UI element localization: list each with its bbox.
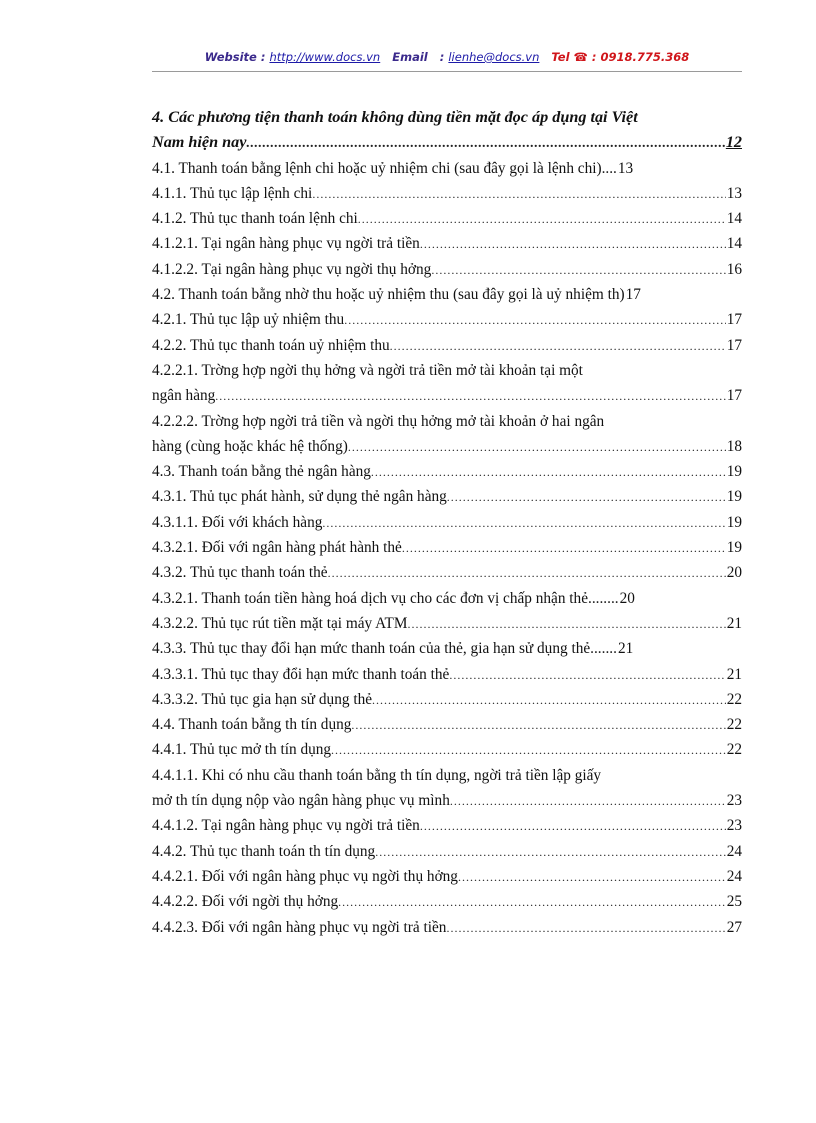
toc-entry-text: 4.1.1. Thủ tục lập lệnh chi [152, 184, 313, 202]
toc-main-title-line1 [152, 105, 742, 130]
toc-entry[interactable] [152, 206, 742, 231]
toc-page-number: 27 [726, 918, 742, 936]
toc-entry-text: 4.4.1.1. Khi có nhu cầu thanh toán bằng th tín dụng, ngời trả tiền lập giấy [152, 766, 602, 784]
toc-entry-text: 4.1.2.2. Tại ngân hàng phục vụ ngời thụ hởng [152, 260, 432, 278]
toc-leader-dots [372, 688, 726, 713]
toc-entry-text: 4.4.2.1. Đối với ngân hàng phục vụ ngời thụ hởng [152, 867, 458, 885]
toc-entry-text: 4.4.1. Thủ tục mở th tín dụng [152, 741, 332, 759]
toc-page-number: 21 [726, 665, 742, 683]
toc-entry[interactable] [152, 915, 742, 940]
toc-page-number: 19 [726, 463, 742, 481]
toc-entry[interactable] [152, 409, 742, 434]
toc-entry-text: 4.3.2.1. Đối với ngân hàng phát hành thẻ [152, 539, 402, 557]
toc-leader-dots [420, 814, 726, 839]
toc-page-number: 22 [726, 716, 742, 734]
toc-leader-dots [402, 536, 726, 561]
toc-leader-dots [312, 182, 725, 207]
toc-page-number: 17 [726, 336, 742, 354]
toc-page-number: 21 [617, 640, 634, 658]
toc-leader-dots [420, 232, 726, 257]
toc-leader-dots [447, 485, 726, 510]
toc-entry-text: 4.2.2. Thủ tục thanh toán uỷ nhiệm thu [152, 336, 390, 354]
toc-leader-dots: .... [601, 159, 617, 177]
toc-entry[interactable] [152, 510, 742, 535]
toc-entry[interactable] [152, 257, 742, 282]
toc-page-number: 21 [726, 614, 742, 632]
toc-entry-text: hàng (cùng hoặc khác hệ thống) [152, 437, 348, 455]
toc-leader-dots [246, 131, 724, 156]
toc-main-title-line2[interactable] [152, 130, 742, 155]
toc-entry-continuation[interactable] [152, 788, 742, 813]
toc-entry-text: 4.1.2.1. Tại ngân hàng phục vụ ngời trả tiền [152, 235, 420, 253]
toc-entry-text: 4.3.1.1. Đối với khách hàng [152, 513, 323, 531]
toc-leader-dots [322, 511, 725, 536]
toc-leader-dots [331, 738, 726, 763]
toc-page-number: 14 [726, 210, 742, 228]
toc-leader-dots [449, 663, 725, 688]
toc-entry[interactable] [152, 889, 742, 914]
toc-entry-text: 4.4.2.2. Đối với ngời thụ hởng [152, 893, 339, 911]
toc-entry[interactable] [152, 662, 742, 687]
toc-leader-dots [328, 561, 726, 586]
toc-entry-continuation[interactable] [152, 383, 742, 408]
toc-page-number: 24 [726, 842, 742, 860]
toc-page-number: 14 [726, 235, 742, 253]
toc-leader-dots [407, 612, 725, 637]
toc-entry[interactable] [152, 687, 742, 712]
toc-page-number: 23 [726, 817, 742, 835]
toc-page-number: 16 [726, 260, 742, 278]
toc-page-number: 17 [625, 286, 641, 304]
toc-leader-dots: ........ [588, 589, 619, 607]
toc-entry-text: 4.4.2.3. Đối với ngân hàng phục vụ ngời trả tiền [152, 918, 447, 936]
toc-leader-dots [390, 334, 726, 359]
toc-entry[interactable] [152, 737, 742, 762]
table-of-contents [152, 105, 742, 940]
header-divider [152, 71, 742, 72]
website-label: Website : [204, 50, 266, 64]
toc-entry[interactable] [152, 156, 742, 181]
email-label: Email [392, 50, 428, 64]
toc-entry[interactable] [152, 864, 742, 889]
toc-leader-dots [215, 384, 725, 409]
toc-entry-text: 4.1.2. Thủ tục thanh toán lệnh chi [152, 210, 358, 228]
toc-leader-dots [446, 916, 725, 941]
toc-entry[interactable] [152, 459, 742, 484]
toc-entry-text: ngân hàng [152, 387, 216, 405]
toc-leader-dots [371, 460, 726, 485]
toc-leader-dots [458, 865, 726, 890]
toc-entry[interactable] [152, 282, 742, 307]
toc-entry[interactable] [152, 231, 742, 256]
toc-page-number: 17 [726, 311, 742, 329]
toc-entry[interactable] [152, 586, 742, 611]
toc-entry[interactable] [152, 484, 742, 509]
toc-page-number: 23 [726, 792, 742, 810]
toc-leader-dots [431, 258, 725, 283]
toc-leader-dots [358, 207, 726, 232]
toc-entry-text: 4.3.3.2. Thủ tục gia hạn sử dụng thẻ [152, 690, 373, 708]
toc-entry[interactable] [152, 307, 742, 332]
toc-leader-dots [338, 890, 726, 915]
toc-entry-text: 4.3.3.1. Thủ tục thay đổi hạn mức thanh toán thẻ [152, 665, 450, 683]
toc-page-number: 24 [726, 867, 742, 885]
toc-page-number: 25 [726, 893, 742, 911]
toc-entry[interactable] [152, 560, 742, 585]
toc-main-title-text2: Nam hiện nay [152, 133, 247, 152]
toc-page-number: 13 [617, 159, 634, 177]
website-link[interactable]: http://www.docs.vn [269, 50, 381, 64]
toc-entry[interactable] [152, 535, 742, 560]
toc-entry-text: 4.4. Thanh toán bằng th tín dụng [152, 716, 352, 734]
toc-leader-dots [348, 435, 726, 460]
toc-entry[interactable] [152, 813, 742, 838]
toc-leader-dots [351, 713, 725, 738]
toc-leader-dots [344, 308, 726, 333]
toc-leader-dots: ....... [590, 640, 617, 658]
email-colon: : [439, 50, 445, 64]
toc-entry-text: 4.2.1. Thủ tục lập uỷ nhiệm thu [152, 311, 345, 329]
toc-entry-text: 4.3.2. Thủ tục thanh toán thẻ [152, 564, 328, 582]
toc-entry[interactable] [152, 181, 742, 206]
toc-page-number: 22 [726, 741, 742, 759]
toc-entry-text: 4.2.2.2. Trờng hợp ngời trả tiền và ngời thụ hởng mở tài khoản ở hai ngân [152, 412, 605, 430]
tel-value: 0918.775.368 [600, 50, 690, 64]
toc-entry-text: 4.3.2.1. Thanh toán tiền hàng hoá dịch vụ cho các đơn vị chấp nhận thẻ [152, 589, 588, 607]
toc-page-number: 17 [726, 387, 742, 405]
toc-entry-continuation[interactable] [152, 434, 742, 459]
toc-page-number: 19 [726, 539, 742, 557]
toc-main-title-text: 4. Các phương tiện thanh toán không dùng tiền mặt đọc áp dụng tại Việt [152, 108, 638, 126]
toc-leader-dots [450, 789, 726, 814]
toc-entry[interactable] [152, 839, 742, 864]
toc-entry[interactable] [152, 358, 742, 383]
toc-entry[interactable] [152, 636, 742, 661]
toc-entry[interactable] [152, 333, 742, 358]
toc-page-number: 18 [726, 437, 742, 455]
toc-entry-text: 4.3. Thanh toán bằng thẻ ngân hàng [152, 463, 371, 481]
toc-page-number: 19 [726, 513, 742, 531]
toc-entry-text: 4.3.2.2. Thủ tục rút tiền mặt tại máy ATM [152, 614, 408, 632]
toc-entry-text: 4.3.3. Thủ tục thay đổi hạn mức thanh toán của thẻ, gia hạn sử dụng thẻ [152, 640, 591, 658]
toc-page-number: 20 [726, 564, 742, 582]
toc-entry-text: 4.2. Thanh toán bằng nhờ thu hoặc uỷ nhiệm thu (sau đây gọi là uỷ nhiệm th) [152, 286, 625, 304]
toc-entry-text: 4.4.1.2. Tại ngân hàng phục vụ ngời trả tiền [152, 817, 420, 835]
email-link[interactable]: lienhe@docs.vn [448, 50, 540, 64]
toc-page-number: 12 [725, 133, 742, 152]
toc-leader-dots [375, 840, 726, 865]
toc-entry-text: 4.1. Thanh toán bằng lệnh chi hoặc uỷ nhiệm chi (sau đây gọi là lệnh chi) [152, 159, 602, 177]
toc-entry[interactable] [152, 611, 742, 636]
toc-entry-text: 4.2.2.1. Trờng hợp ngời thụ hởng và ngời trả tiền mở tài khoản tại một [152, 361, 583, 379]
toc-entry-text: 4.3.1. Thủ tục phát hành, sử dụng thẻ ngân hàng [152, 488, 447, 506]
tel-label: Tel ☎ : [551, 50, 597, 64]
toc-entry-text: mở th tín dụng nộp vào ngân hàng phục vụ mình [152, 792, 450, 810]
page-header [152, 50, 742, 68]
toc-page-number: 20 [619, 589, 635, 607]
toc-entry[interactable] [152, 712, 742, 737]
toc-page-number: 13 [726, 184, 742, 202]
toc-entry[interactable] [152, 763, 742, 788]
toc-page-number: 22 [726, 690, 742, 708]
toc-page-number: 19 [726, 488, 742, 506]
toc-entry-text: 4.4.2. Thủ tục thanh toán th tín dụng [152, 842, 376, 860]
